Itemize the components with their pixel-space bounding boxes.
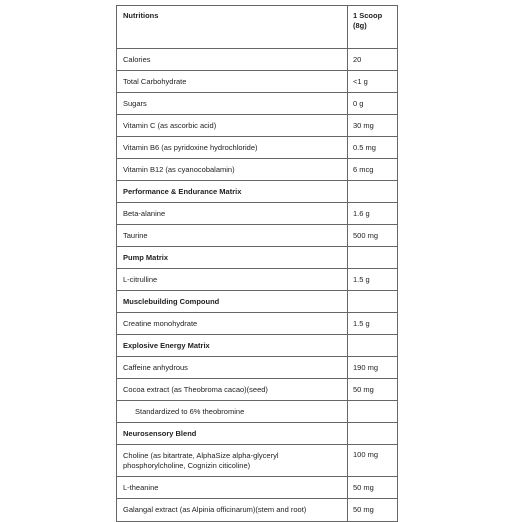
nutrition-table bbox=[116, 5, 398, 522]
table-row bbox=[117, 477, 398, 499]
nutrient-name: Calories bbox=[117, 49, 348, 71]
section-row bbox=[117, 291, 398, 313]
section-title: Musclebuilding Compound bbox=[117, 291, 348, 313]
table-row bbox=[117, 71, 398, 93]
section-row bbox=[117, 181, 398, 203]
nutrient-name: L-citrulline bbox=[117, 269, 348, 291]
section-title: Neurosensory Blend bbox=[117, 423, 348, 445]
nutrient-name: Sugars bbox=[117, 93, 348, 115]
column-header-nutritions: Nutritions bbox=[117, 6, 348, 49]
section-row bbox=[117, 247, 398, 269]
nutrient-amount: <1 g bbox=[348, 71, 398, 93]
section-row bbox=[117, 335, 398, 357]
nutrient-name: Beta-alanine bbox=[117, 203, 348, 225]
nutrient-amount: 1.6 g bbox=[348, 203, 398, 225]
column-header-serving: 1 Scoop (8g) bbox=[348, 6, 398, 49]
table-row bbox=[117, 401, 398, 423]
nutrient-subnote: Standardized to 6% theobromine bbox=[117, 401, 348, 423]
nutrient-amount: 20 bbox=[348, 49, 398, 71]
table-row bbox=[117, 49, 398, 71]
table-row bbox=[117, 269, 398, 291]
table-row bbox=[117, 137, 398, 159]
nutrient-amount: 190 mg bbox=[348, 357, 398, 379]
nutrient-name: Caffeine anhydrous bbox=[117, 357, 348, 379]
section-amount bbox=[348, 181, 398, 203]
section-amount bbox=[348, 335, 398, 357]
nutrient-amount bbox=[348, 401, 398, 423]
nutrient-amount: 1.5 g bbox=[348, 269, 398, 291]
section-amount bbox=[348, 291, 398, 313]
nutrient-name: Galangal extract (as Alpinia officinarum)(stem and root) bbox=[117, 499, 348, 522]
section-title: Performance & Endurance Matrix bbox=[117, 181, 348, 203]
section-title: Explosive Energy Matrix bbox=[117, 335, 348, 357]
nutrient-name: Creatine monohydrate bbox=[117, 313, 348, 335]
section-row bbox=[117, 423, 398, 445]
nutrition-table-container bbox=[116, 5, 397, 522]
nutrient-amount: 0 g bbox=[348, 93, 398, 115]
nutrient-amount: 6 mcg bbox=[348, 159, 398, 181]
nutrient-amount: 1.5 g bbox=[348, 313, 398, 335]
nutrient-name: Choline (as bitartrate, AlphaSize alpha-glyceryl phosphorylcholine, Cognizin citicoline) bbox=[117, 445, 348, 477]
nutrient-name: Vitamin C (as ascorbic acid) bbox=[117, 115, 348, 137]
table-row bbox=[117, 445, 398, 477]
table-row bbox=[117, 115, 398, 137]
table-row bbox=[117, 225, 398, 247]
nutrient-name: Cocoa extract (as Theobroma cacao)(seed) bbox=[117, 379, 348, 401]
table-row bbox=[117, 499, 398, 522]
nutrient-amount: 100 mg bbox=[348, 445, 398, 477]
nutrient-name: Total Carbohydrate bbox=[117, 71, 348, 93]
nutrient-name: L-theanine bbox=[117, 477, 348, 499]
nutrient-name: Vitamin B12 (as cyanocobalamin) bbox=[117, 159, 348, 181]
nutrient-name: Vitamin B6 (as pyridoxine hydrochloride) bbox=[117, 137, 348, 159]
nutrient-amount: 50 mg bbox=[348, 499, 398, 522]
table-row bbox=[117, 313, 398, 335]
table-row bbox=[117, 379, 398, 401]
section-title: Pump Matrix bbox=[117, 247, 348, 269]
nutrient-amount: 30 mg bbox=[348, 115, 398, 137]
section-amount bbox=[348, 423, 398, 445]
table-header-row bbox=[117, 6, 398, 49]
nutrient-amount: 500 mg bbox=[348, 225, 398, 247]
nutrient-name: Taurine bbox=[117, 225, 348, 247]
nutrient-amount: 50 mg bbox=[348, 477, 398, 499]
section-amount bbox=[348, 247, 398, 269]
table-row bbox=[117, 203, 398, 225]
nutrient-amount: 50 mg bbox=[348, 379, 398, 401]
table-row bbox=[117, 159, 398, 181]
table-row bbox=[117, 93, 398, 115]
nutrient-amount: 0.5 mg bbox=[348, 137, 398, 159]
table-row bbox=[117, 357, 398, 379]
